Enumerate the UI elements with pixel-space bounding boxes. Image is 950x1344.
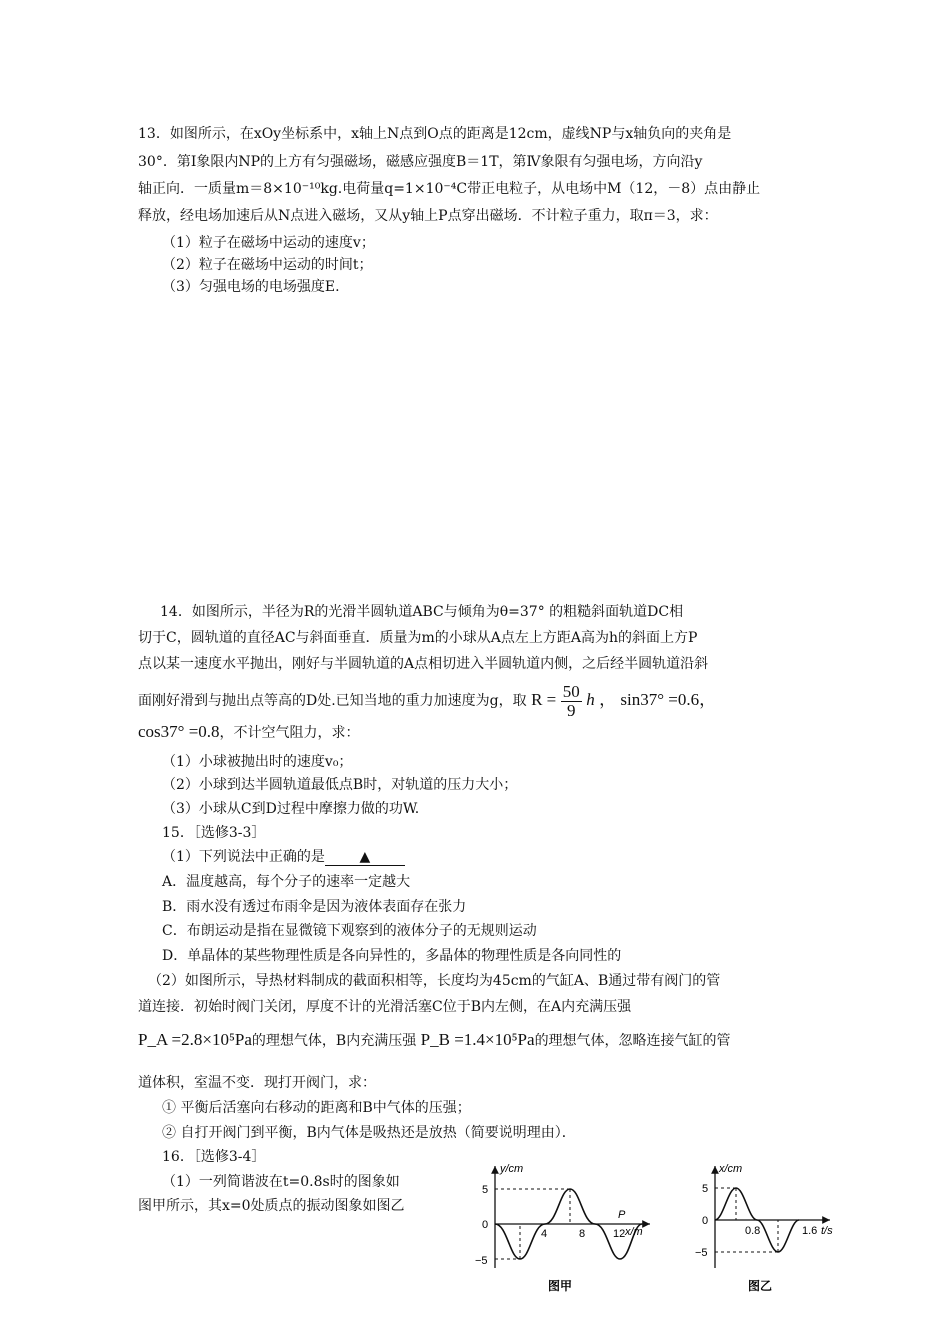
q13-line4: 释放，经电场加速后从N点进入磁场，又从y轴上P点穿出磁场．不计粒子重力，取π＝3，求： (138, 208, 718, 224)
vibration-ytick: 5 (702, 1183, 709, 1195)
q15-header: 15．［选修3-3］ (162, 825, 266, 841)
q14-fraction-den: 9 (566, 700, 576, 720)
q15-option-d: D．单晶体的某些物理性质是各向异性的，多晶体的物理性质是各向同性的 (162, 948, 622, 964)
wave-ytick: −5 (475, 1255, 488, 1267)
wave-caption: 图甲 (548, 1279, 573, 1293)
q15-item1: ① 平衡后活塞向右移动的距离和B中气体的压强； (162, 1100, 471, 1116)
q15-part2-line3 (138, 1030, 731, 1051)
pressure-a-text: 的理想气体，B内充满压强 (251, 1033, 417, 1049)
q14-sin: ， sin37° =0.6， (599, 690, 717, 709)
answer-blank: ▲ (325, 849, 405, 866)
q13-sub2: （2）粒子在磁场中运动的时间t； (162, 257, 373, 273)
q14-line4-text: 面刚好滑到与抛出点等高的D处.已知当地的重力加速度为g，取 (138, 693, 527, 709)
q15-part1-text: （1）下列说法中正确的是 (162, 849, 325, 865)
vibration-xlabel: t/s (821, 1225, 833, 1237)
pressure-a: P_A =2.8×10⁵Pa (138, 1030, 252, 1049)
q15-item2: ② 自打开阀门到平衡，B内气体是吸热还是放热（简要说明理由）． (162, 1125, 576, 1141)
vibration-ylabel: x/cm (719, 1163, 743, 1175)
q14-line1: 14．如图所示，半径为R的光滑半圆轨道ABC与倾角为θ=37° 的粗糙斜面轨道DC相 (160, 604, 684, 620)
q15-option-c: C．布朗运动是指在显微镜下观察到的液体分子的无规则运动 (162, 923, 537, 939)
q13-sub1: （1）粒子在磁场中运动的速度v； (162, 235, 375, 251)
vibration-xtick: 0.8 (745, 1225, 761, 1237)
q13-line3: 轴正向．一质量m＝8×10⁻¹⁰kg.电荷量q=1×10⁻⁴C带正电粒子，从电场中M（12，－8）点由静止 (138, 181, 761, 197)
q14-formula-r: R = (531, 690, 557, 709)
q14-sub1: （1）小球被抛出时的速度v₀； (162, 754, 353, 770)
q14-sub3: （3）小球从C到D过程中摩擦力做的功W. (162, 801, 420, 817)
q15-option-b: B．雨水没有透过布雨伞是因为液体表面存在张力 (162, 899, 467, 915)
q14-line5-text: ，不计空气阻力，求： (219, 725, 360, 741)
q15-part2-line1: （2）如图所示，导热材料制成的截面积相等，长度均为45cm的气缸A、B通过带有阀门的管 (148, 973, 721, 989)
q15-option-a: A．温度越高，每个分子的速率一定越大 (162, 874, 411, 890)
q15-part2-line2: 道连接．初始时阀门关闭，厚度不计的光滑活塞C位于B内左侧，在A内充满压强 (138, 999, 632, 1015)
q16-line2: 图甲所示，其x=0处质点的振动图象如图乙 (138, 1198, 405, 1214)
vibration-caption: 图乙 (748, 1279, 773, 1293)
vibration-xtick: 1.6 (802, 1225, 818, 1237)
q14-fraction (561, 683, 582, 720)
q15-part2-line4: 道体积，室温不变．现打开阀门，求： (138, 1075, 376, 1091)
wave-xlabel: x/m (625, 1226, 643, 1238)
q14-sub2: （2）小球到达半圆轨道最低点B时，对轨道的压力大小； (162, 777, 518, 793)
q14-formula-h: h (586, 690, 595, 709)
pressure-b: P_B =1.4×10⁵Pa (420, 1030, 535, 1049)
q13-sub3: （3）匀强电场的电场强度E. (162, 279, 340, 295)
q15-part1 (162, 847, 405, 867)
figure-wave-graph (470, 1158, 670, 1298)
q14-line3: 点以某一速度水平抛出，刚好与半圆轨道的A点相切进入半圆轨道内侧，之后经半圆轨道沿斜 (138, 656, 709, 672)
wave-point-label: P (618, 1209, 626, 1221)
vibration-ytick: 0 (702, 1215, 709, 1227)
q16-header: 16．［选修3-4］ (162, 1149, 266, 1165)
vibration-ytick: −5 (695, 1247, 708, 1259)
q13-line1: 13．如图所示，在xOy坐标系中，x轴上N点到O点的距离是12cm，虚线NP与x轴负向的夹角是 (138, 126, 732, 142)
pressure-b-text: 的理想气体，忽略连接气缸的管 (534, 1033, 731, 1049)
wave-xtick: 4 (541, 1228, 548, 1240)
wave-xtick: 12 (613, 1228, 626, 1240)
wave-xtick: 8 (579, 1228, 586, 1240)
q14-line4 (138, 680, 716, 721)
q16-line1: （1）一列简谐波在t=0.8s时的图象如 (162, 1174, 400, 1190)
q14-fraction-num: 50 (562, 681, 580, 701)
q14-line2: 切于C，圆轨道的直径AC与斜面垂直．质量为m的小球从A点左上方距A高为h的斜面上方P (138, 630, 698, 646)
wave-ylabel: y/cm (500, 1163, 524, 1175)
q14-cos: cos37° =0.8 (138, 722, 220, 741)
wave-ytick: 5 (482, 1184, 489, 1196)
figure-vibration-graph (690, 1158, 850, 1298)
q13-line2: 30°．第Ⅰ象限内NP的上方有匀强磁场，磁感应强度B＝1T，第Ⅳ象限有匀强电场，方向沿y (138, 154, 703, 170)
wave-ytick: 0 (482, 1219, 489, 1231)
q14-line5 (138, 722, 360, 743)
